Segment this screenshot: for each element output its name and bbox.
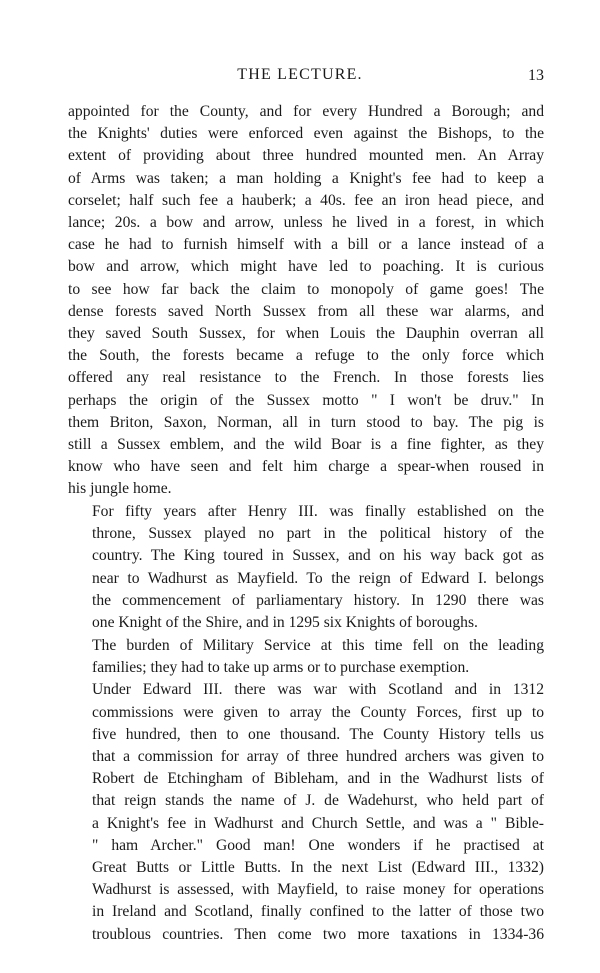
text-line: throne, Sussex played no part in the political history of the	[92, 525, 544, 543]
text-line: country. The King toured in Sussex, and on his way back got as	[92, 547, 544, 565]
page-header	[0, 66, 600, 90]
paragraph	[68, 635, 544, 679]
running-title: THE LECTURE.	[237, 66, 363, 83]
text-line: one Knight of the Shire, and in 1295 six Knights of boroughs.	[92, 614, 478, 632]
text-line: troublous countries. Then come two more taxations in 1334-36	[92, 925, 544, 943]
paragraph	[68, 679, 544, 945]
text-line: his jungle home.	[68, 480, 172, 498]
text-line: they saved South Sussex, for when Louis the Dauphin overran all	[68, 325, 544, 343]
text-line: of Arms was taken; a man holding a Knight's fee had to keep a	[68, 169, 544, 187]
text-line: commissions were given to array the County Forces, first up to	[92, 703, 544, 721]
text-line: that a commission for array of three hundred archers was given to	[92, 748, 544, 766]
text-line: dense forests saved North Sussex from all these war alarms, and	[68, 302, 544, 320]
text-line: Robert de Etchingham of Bibleham, and in the Wadhurst lists of	[92, 770, 544, 788]
text-line: the commencement of parliamentary history. In 1290 there was	[92, 591, 544, 609]
text-line: that reign stands the name of J. de Wadehurst, who held part of	[92, 792, 544, 810]
text-line: extent of providing about three hundred mounted men. An Array	[68, 147, 544, 165]
body-text	[68, 101, 544, 946]
text-line: The burden of Military Service at this time fell on the leading	[92, 636, 544, 654]
text-line: Wadhurst is assessed, with Mayfield, to raise money for operations	[92, 881, 544, 899]
paragraph	[68, 501, 544, 634]
text-line: For fifty years after Henry III. was finally established on the	[92, 503, 544, 521]
text-line: a Knight's fee in Wadhurst and Church Settle, and was a " Bible-	[92, 814, 544, 832]
text-line: corselet; half such fee a hauberk; a 40s. fee an iron head piece, and	[68, 191, 544, 209]
text-line: know who have seen and felt him charge a spear-when roused in	[68, 458, 544, 476]
text-line: families; they had to take up arms or to purchase exemption.	[92, 658, 470, 676]
text-line: perhaps the origin of the Sussex motto " I won't be druv." In	[68, 391, 544, 409]
text-line: in Ireland and Scotland, finally confined to the latter of those two	[92, 903, 544, 921]
text-line: to see how far back the claim to monopoly of game goes! The	[68, 280, 544, 298]
text-line: lance; 20s. a bow and arrow, unless he lived in a forest, in which	[68, 214, 544, 232]
paragraph	[68, 101, 544, 501]
text-line: " ham Archer." Good man! One wonders if he practised at	[92, 836, 544, 854]
text-line: them Briton, Saxon, Norman, all in turn stood to bay. The pig is	[68, 413, 544, 431]
text-line: Great Butts or Little Butts. In the next List (Edward III., 1332)	[92, 859, 544, 877]
text-line: Under Edward III. there was war with Scotland and in 1312	[92, 681, 544, 699]
text-line: near to Wadhurst as Mayfield. To the reign of Edward I. belongs	[92, 569, 544, 587]
text-line: case he had to furnish himself with a bill or a lance instead of a	[68, 236, 544, 254]
page-number: 13	[528, 67, 544, 84]
text-line: offered any real resistance to the French. In those forests lies	[68, 369, 544, 387]
text-line: the South, the forests became a refuge to the only force which	[68, 347, 544, 365]
text-line: appointed for the County, and for every Hundred a Borough; and	[68, 103, 544, 120]
text-line: five hundred, then to one thousand. The County History tells us	[92, 725, 544, 743]
text-line: the Knights' duties were enforced even against the Bishops, to the	[68, 125, 544, 143]
text-line: bow and arrow, which might have led to poaching. It is curious	[68, 258, 544, 276]
text-line: still a Sussex emblem, and the wild Boar is a fine fighter, as they	[68, 436, 544, 454]
